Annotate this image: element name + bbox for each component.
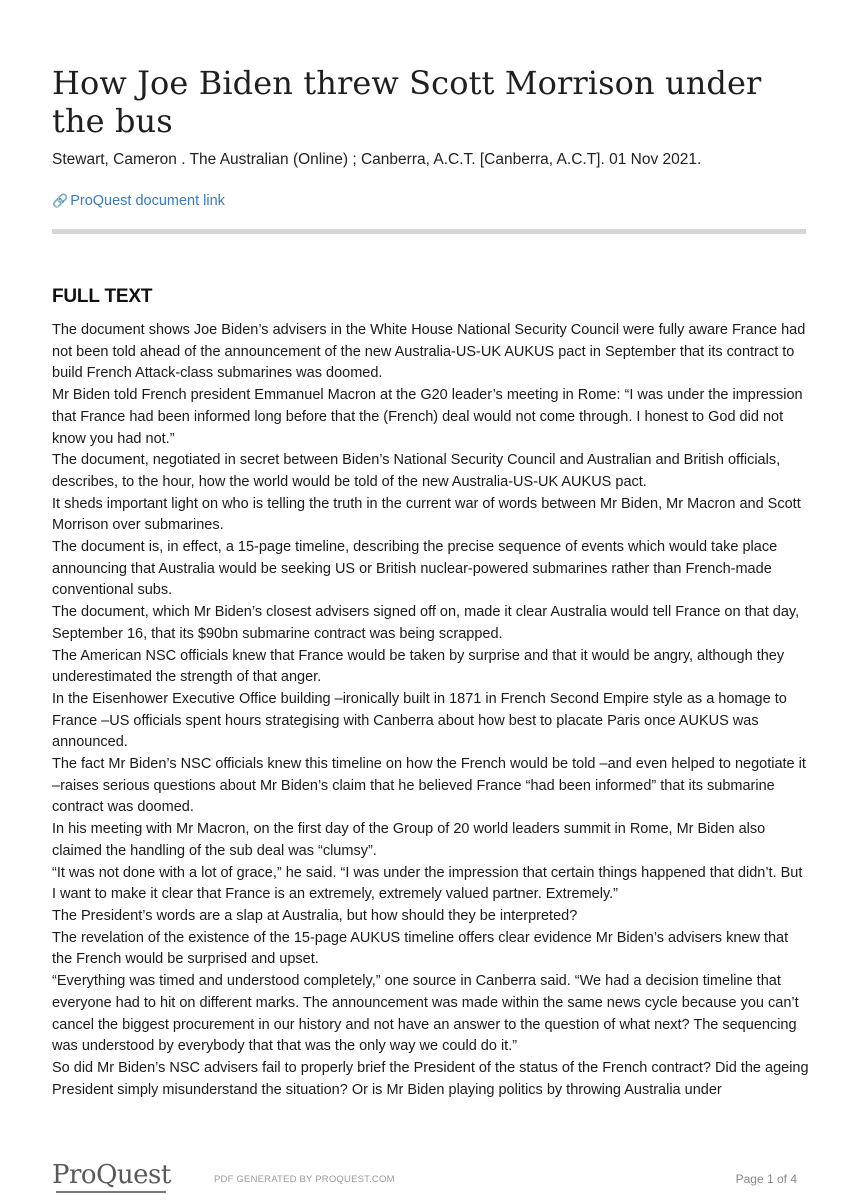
paragraph: So did Mr Biden’s NSC advisers fail to properly brief the President of the status of the French contract? Did the ageing President simply misunderstand the situation? Or is Mr Biden playing politics by throwing Australia under	[52, 1059, 809, 1098]
page-footer	[0, 1160, 857, 1200]
paragraph: The American NSC officials knew that France would be taken by surprise and that it would be angry, although they underestimated the strength of that anger.	[52, 647, 785, 686]
proquest-logo: ProQuest	[52, 1160, 171, 1190]
document-title: How Joe Biden threw Scott Morrison under the bus	[52, 64, 762, 140]
generated-by-text: PDF GENERATED BY PROQUEST.COM	[214, 1174, 395, 1185]
paragraph: The revelation of the existence of the 15-page AUKUS timeline offers clear evidence Mr Biden’s advisers knew that the French would be surprised and upset.	[52, 929, 789, 968]
paragraph: “It was not done with a lot of grace,” he said. “I was under the impression that certain things happened that didn’t. But I want to make it clear that France is an extremely, extremely valued partner. Extremely.”	[52, 864, 803, 903]
paragraph: The document is, in effect, a 15-page timeline, describing the precise sequence of events which would take place announcing that Australia would be seeking US or British nuclear-powered submarines rather than French-made conventional subs.	[52, 539, 778, 599]
divider	[52, 229, 806, 234]
proquest-document-link[interactable]	[52, 192, 225, 210]
link-icon: 🔗	[52, 193, 69, 208]
paragraph: In the Eisenhower Executive Office building –ironically built in 1871 in French Second Empire style as a homage to France –US officials spent hours strategising with Canberra about how best to placate Paris once AUKUS was announced.	[52, 690, 787, 751]
page-number: Page 1 of 4	[735, 1172, 797, 1186]
paragraph: The document shows Joe Biden’s advisers in the White House National Security Council were fully aware France had not been told ahead of the announcement of the new Australia-US-UK AUKUS pact in September that its contract to build French Attack-class submarines was doomed.	[52, 322, 806, 382]
document-link-label: ProQuest document link	[70, 193, 225, 209]
paragraph: The document, which Mr Biden’s closest advisers signed off on, made it clear Australia would tell France on that day, September 16, that its $90bn submarine contract was being scrapped.	[52, 604, 800, 642]
paragraph: The document, negotiated in secret between Biden’s National Security Council and Australian and British officials, describes, to the hour, how the world would be told of the new Australia-US-UK AUKUS pact.	[52, 452, 781, 490]
article-body	[52, 320, 810, 1158]
paragraph: “Everything was timed and understood completely,” one source in Canberra said. “We had a decision timeline that everyone had to hit on different marks. The announcement was made within the same news cycle because you can’t cancel the biggest procurement in our history and not have an answer to the question of what next? The sequencing was understood by everybody that that was the only way we could do it.”	[52, 973, 799, 1055]
logo-underline	[56, 1191, 166, 1193]
paragraph: The fact Mr Biden’s NSC officials knew this timeline on how the French would be told –and even helped to negotiate it –raises serious questions about Mr Biden’s claim that he believed France “had been informed” that its submarine contract was doomed.	[52, 756, 806, 816]
paragraph: It sheds important light on who is telling the truth in the current war of words between Mr Biden, Mr Macron and Scott Morrison over submarines.	[52, 495, 801, 534]
citation: Stewart, Cameron . The Australian (Online) ; Canberra, A.C.T. [Canberra, A.C.T]. 01 Nov 2021.	[52, 151, 702, 168]
full-text-heading: FULL TEXT	[52, 286, 153, 307]
paragraph: Mr Biden told French president Emmanuel Macron at the G20 leader’s meeting in Rome: “I was under the impression that France had been informed long before that the (French) deal would not come through. I honest to God did not know you had not.”	[52, 387, 803, 447]
paragraph: In his meeting with Mr Macron, on the first day of the Group of 20 world leaders summit in Rome, Mr Biden also claimed the handling of the sub deal was “clumsy”.	[52, 821, 766, 859]
paragraph: The President’s words are a slap at Australia, but how should they be interpreted?	[52, 907, 578, 924]
